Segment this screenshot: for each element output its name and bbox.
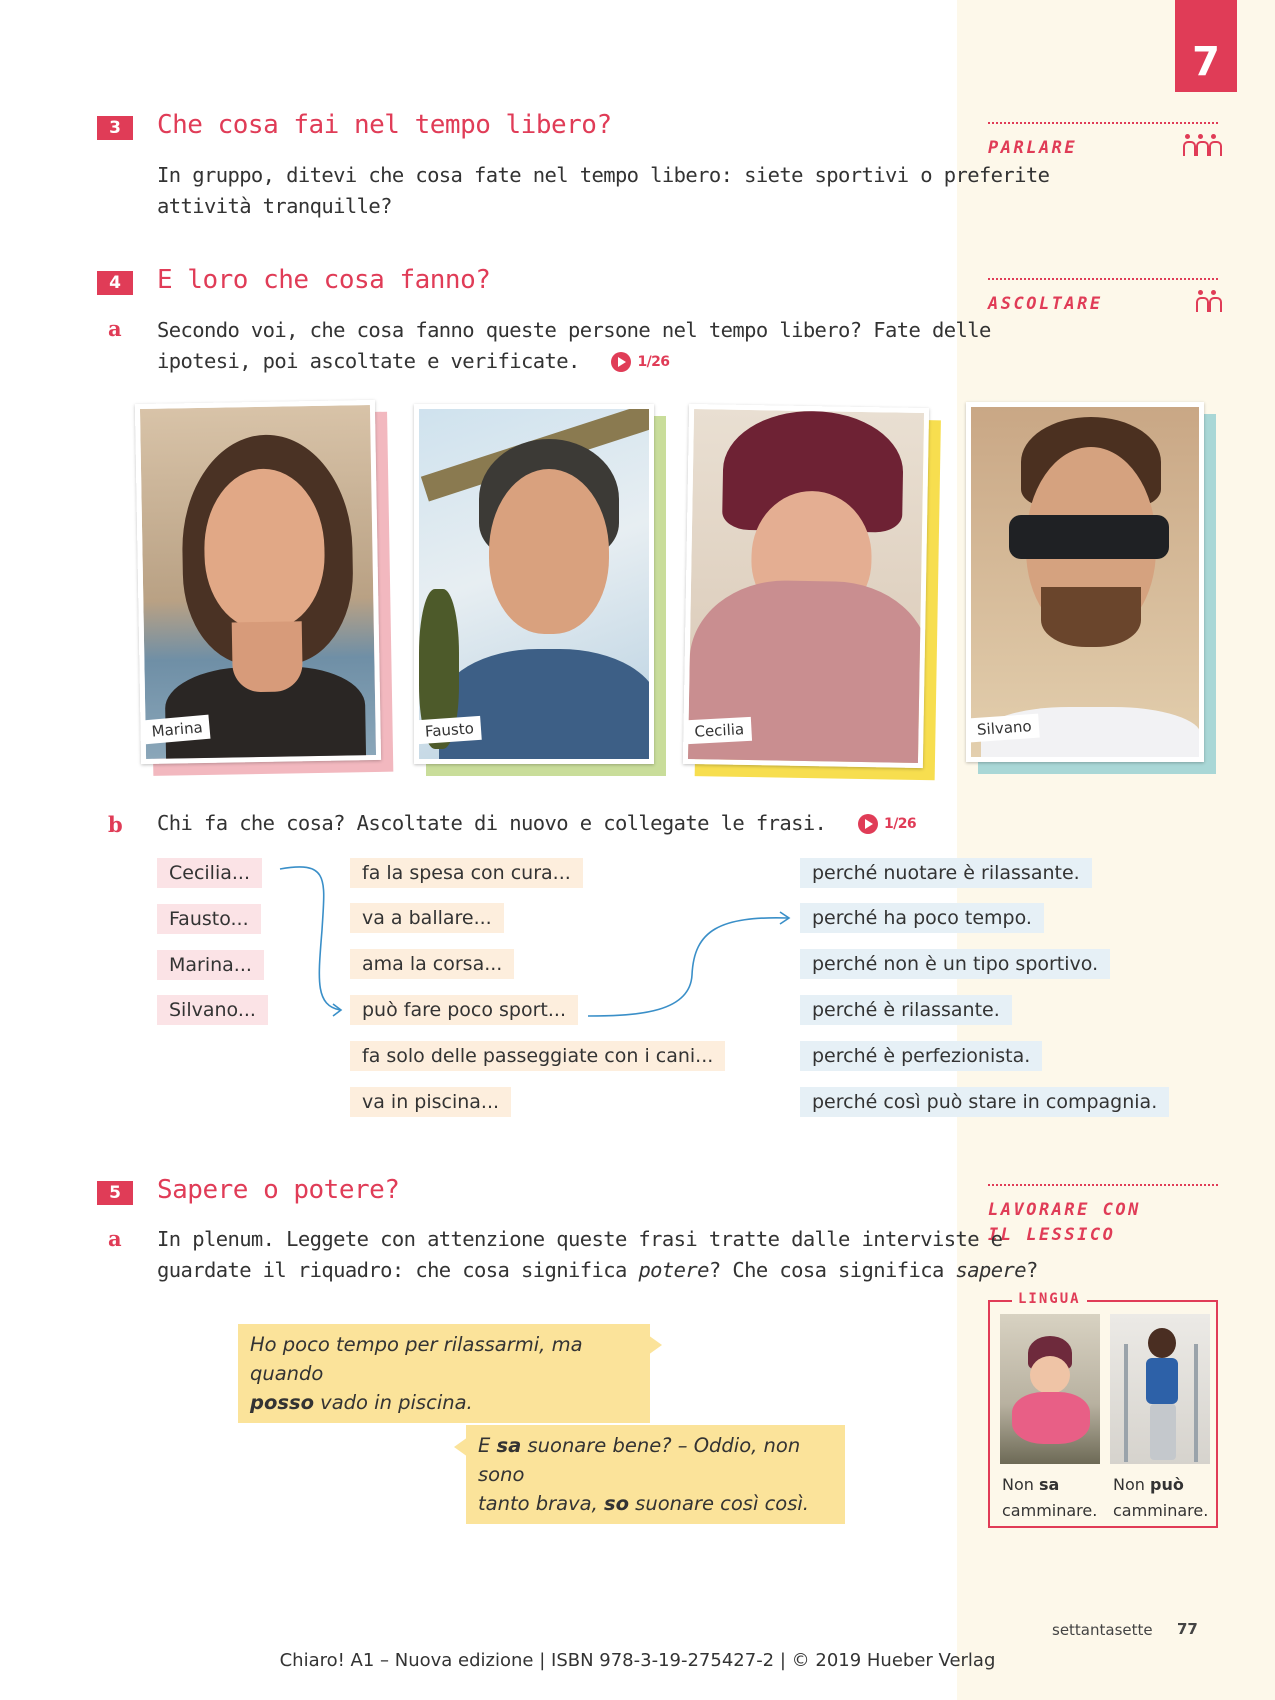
instruction-line: In gruppo, ditevi che cosa fate nel tempo libero: siete sportivi o preferite xyxy=(157,163,1050,187)
bubble-pointer xyxy=(648,1335,664,1355)
instruction-line: ipotesi, poi ascoltate e verificate. xyxy=(157,349,580,373)
lingua-caption: Non può camminare. xyxy=(1113,1475,1209,1520)
photo-name-label: Fausto xyxy=(417,716,481,744)
section-title: Che cosa fai nel tempo libero? xyxy=(157,110,612,140)
audio-track-code: 1/26 xyxy=(884,815,916,832)
instruction-line: Secondo voi, che cosa fanno queste persone nel tempo libero? Fate delle xyxy=(157,318,991,342)
instruction-text xyxy=(157,1224,1038,1286)
instruction-line: guardate il riquadro: che cosa significa potere? Che cosa significa sapere? xyxy=(157,1258,1038,1282)
match-reason[interactable]: perché non è un tipo sportivo. xyxy=(800,949,1110,979)
match-reason[interactable]: perché così può stare in compagnia. xyxy=(800,1087,1169,1117)
match-activity[interactable]: va a ballare... xyxy=(350,903,504,933)
match-reason[interactable]: perché ha poco tempo. xyxy=(800,903,1044,933)
section-title: E loro che cosa fanno? xyxy=(157,265,491,295)
match-activity[interactable]: ama la corsa... xyxy=(350,949,514,979)
instruction-line: attività tranquille? xyxy=(157,194,392,218)
instruction-line: Chi fa che cosa? Ascoltate di nuovo e collegate le frasi. xyxy=(157,811,827,835)
subtask-letter: b xyxy=(108,812,123,837)
match-person[interactable]: Marina... xyxy=(157,950,264,980)
speech-bubble: E sa suonare bene? – Oddio, non sono tanto brava, so suonare così così. xyxy=(466,1425,845,1524)
lingua-caption: Non sa camminare. xyxy=(1002,1475,1098,1520)
skill-label-text: LAVORARE CON xyxy=(988,1200,1141,1220)
footer-credit: Chiaro! A1 – Nuova edizione | ISBN 978-3-19-275427-2 | © 2019 Hueber Verlag xyxy=(279,1650,996,1671)
match-person[interactable]: Cecilia... xyxy=(157,858,262,888)
match-person[interactable]: Silvano... xyxy=(157,995,268,1025)
match-reason[interactable]: perché nuotare è rilassante. xyxy=(800,858,1092,888)
skill-label-text: PARLARE xyxy=(988,138,1078,158)
instruction-line: In plenum. Leggete con attenzione queste frasi tratte dalle interviste e xyxy=(157,1227,1003,1251)
audio-track-code: 1/26 xyxy=(637,353,670,370)
match-activity[interactable]: può fare poco sport... xyxy=(350,995,578,1025)
section-number: 5 xyxy=(97,1181,133,1205)
section-number: 4 xyxy=(97,271,133,295)
section-title: Sapere o potere? xyxy=(157,1175,400,1205)
chapter-tab: 7 xyxy=(1175,0,1237,92)
page-number-word: settantasette xyxy=(1052,1621,1153,1639)
photo-name-label: Marina xyxy=(144,715,211,745)
lingua-box xyxy=(988,1291,1218,1528)
boy-crutches-photo xyxy=(1110,1314,1210,1464)
speech-bubble: Ho poco tempo per rilassarmi, ma quando posso vado in piscina. xyxy=(238,1324,650,1423)
match-reason[interactable]: perché è rilassante. xyxy=(800,995,1012,1025)
subtask-letter: a xyxy=(108,316,122,341)
match-activity[interactable]: va in piscina... xyxy=(350,1087,511,1117)
page-number: 77 xyxy=(1177,1620,1198,1638)
photo-name-label: Cecilia xyxy=(687,717,752,744)
bubble-pointer xyxy=(452,1437,468,1457)
photo-name-label: Silvano xyxy=(969,714,1039,743)
skill-label-text: IL LESSICO xyxy=(988,1225,1116,1245)
subtask-letter: a xyxy=(108,1226,122,1251)
lingua-title: LINGUA xyxy=(1012,1291,1087,1307)
match-reason[interactable]: perché è perfezionista. xyxy=(800,1041,1042,1071)
baby-photo xyxy=(1000,1314,1100,1464)
match-activity[interactable]: fa solo delle passeggiate con i cani... xyxy=(350,1041,725,1071)
skill-label-text: ASCOLTARE xyxy=(988,294,1103,314)
section-number: 3 xyxy=(97,116,133,140)
match-person[interactable]: Fausto... xyxy=(157,904,261,934)
match-activity[interactable]: fa la spesa con cura... xyxy=(350,858,583,888)
